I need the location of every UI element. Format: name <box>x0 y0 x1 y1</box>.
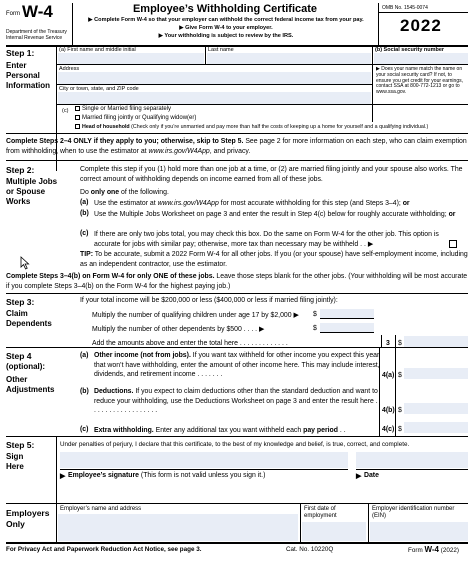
first-name-field[interactable] <box>58 53 204 64</box>
step2-sub-3: Works <box>6 197 31 206</box>
hoh-checkbox[interactable] <box>75 124 80 129</box>
step5-sub-2: Here <box>6 462 24 471</box>
notice-steps-2-4: Complete Steps 2–4 ONLY if they apply to you; otherwise, skip to Step 5. See page 2 for more information on each step, who can claim exemption from withholding, when to use the estimator at www.irs.gov/W4App, and privacy. <box>6 138 467 155</box>
dept-line2: Internal Revenue Service <box>6 35 63 41</box>
date-arrow-icon: ▶ <box>356 473 362 480</box>
ssn-label: (b) Social security number <box>375 47 445 53</box>
header-instruction-1: ▶ Complete Form W-4 so that your employer can withhold the correct federal income tax from your pay. <box>88 17 364 23</box>
line-4c-dollar: $ <box>398 426 402 433</box>
filing-single-option[interactable]: Single or Married filing separately <box>75 106 171 114</box>
line-4a-dollar: $ <box>398 372 402 379</box>
step2-c-label: (c) <box>80 230 89 237</box>
first-date-field[interactable] <box>302 522 366 541</box>
date-caption: Date <box>364 472 379 479</box>
signature-arrow-icon: ▶ <box>60 473 66 480</box>
step3-sub-1: Claim <box>6 309 28 318</box>
catalog-number: Cat. No. 10220Q <box>286 546 334 553</box>
footer-form-id: Form W-4 (2022) <box>408 545 459 554</box>
form-number: W-4 <box>22 2 53 21</box>
step2-title: Step 2: <box>6 165 35 175</box>
dept-line1: Department of the Treasury <box>6 29 67 35</box>
ssn-field[interactable] <box>374 53 468 64</box>
perjury-statement: Under penalties of perjury, I declare that this certificate, to the best of my knowledge and belief, is true, correct, and complete. <box>60 441 410 448</box>
step2-sub-1: Multiple Jobs <box>6 177 58 186</box>
tax-year: 2022 <box>400 16 442 35</box>
step2-only-one: Do only one of the following. <box>80 189 169 196</box>
privacy-notice: For Privacy Act and Paperwork Reduction Act Notice, see page 3. <box>6 546 202 553</box>
step1-subtitle-3: Information <box>6 81 50 90</box>
line-4b-number: 4(b) <box>382 407 395 414</box>
omb-number: OMB No. 1545-0074 <box>382 5 428 11</box>
address-field[interactable] <box>58 72 371 84</box>
two-jobs-checkbox[interactable] <box>449 240 457 248</box>
step2-a-label: (a) <box>80 199 89 206</box>
employers-title-1: Employers <box>6 508 50 518</box>
ein-field[interactable] <box>370 522 468 541</box>
step4c-label: (c) <box>80 426 89 433</box>
step3-other-line: Multiply the number of other dependents by $500 . . . . ▶ <box>92 326 265 333</box>
first-date-label: First date of employment <box>304 506 337 519</box>
line-3-number: 3 <box>386 340 390 347</box>
first-name-label: (a) First name and middle initial <box>59 47 136 53</box>
other-dollar: $ <box>313 325 317 332</box>
step4-sub-2: Adjustments <box>6 385 55 394</box>
step3-title: Step 3: <box>6 297 35 307</box>
qualifying-children-amount[interactable] <box>320 309 374 319</box>
line-3-dollar: $ <box>398 340 402 347</box>
joint-checkbox[interactable] <box>75 115 80 120</box>
header-instruction-2: ▶ Give Form W-4 to your employer. <box>179 25 273 31</box>
other-dependents-amount[interactable] <box>320 323 374 333</box>
line-4a-field[interactable] <box>404 368 468 379</box>
line-4c-field[interactable] <box>404 422 468 433</box>
employer-name-address-field[interactable] <box>58 514 298 541</box>
step5-title: Step 5: <box>6 440 35 450</box>
step2-b-text: Use the Multiple Jobs Worksheet on page 3 and enter the result in Step 4(c) below for roughly accurate withholding; or <box>94 211 456 218</box>
step2-c-text: If there are only two jobs total, you may check this box. Do the same on Form W-4 for the other job. This option is accurate for jobs with similar pay; otherwise, more tax than necessary may be withheld . . ▶ <box>94 231 439 248</box>
employers-title-2: Only <box>6 519 25 529</box>
signature-date-field[interactable] <box>356 452 468 468</box>
step3-intro: If your total income will be $200,000 or less ($400,000 or less if married filing jointly): <box>80 297 338 304</box>
form-label: Form <box>6 11 20 17</box>
step4-sub-1: Other <box>6 375 28 384</box>
step4-title: Step 4 <box>6 351 32 361</box>
line-4c-number: 4(c) <box>382 426 395 433</box>
step2-b-label: (b) <box>80 210 89 217</box>
notice-steps-3-4b: Complete Steps 3–4(b) on Form W-4 for only ONE of these jobs. Leave those steps blank for the other jobs. (Your withholding will be most accurate if you complete Steps 3–4(b) on the Form W-4 for the highest paying job.) <box>6 273 468 290</box>
line-3-total-field[interactable] <box>404 336 468 347</box>
step1-subtitle-2: Personal <box>6 71 40 80</box>
step1-subtitle-1: Enter <box>6 61 27 70</box>
single-checkbox[interactable] <box>75 106 80 111</box>
employer-name-label: Employer’s name and address <box>60 506 142 512</box>
step4a-label: (a) <box>80 352 89 359</box>
step4c-text: Extra withholding. Enter any additional tax you want withheld each pay period . . <box>94 427 346 434</box>
ein-label: Employer identification number (EIN) <box>372 506 455 519</box>
step2-sub-2: or Spouse <box>6 187 46 196</box>
step2-intro: Complete this step if you (1) hold more than one job at a time, or (2) are married filing jointly and your spouse also works. The correct amount of withholding depends on income earned from all of these jobs. <box>80 166 463 183</box>
step2-a-text: Use the estimator at www.irs.gov/W4App for most accurate withholding for this step (and Steps 3–4); or <box>94 200 410 207</box>
step2-tip: TIP: To be accurate, submit a 2022 Form W-4 for all other jobs. If you (or your spouse) have self-employment income, including as an independent contractor, use the estimator. <box>80 251 468 268</box>
ssa-name-note: ▶ Does your name match the name on your social security card? If not, to ensure you get credit for your earnings, contact SSA at 800-772-1213 or go to www.ssa.gov. <box>376 66 463 96</box>
filing-status-label: (c) <box>62 108 69 114</box>
last-name-label: Last name <box>208 47 234 53</box>
step1-title: Step 1: <box>6 48 35 58</box>
step4a-text: Other income (not from jobs). If you want tax withheld for other income you expect this year that won’t have withholding, enter the amount of other income here. This may include interest, dividends, and retirement income . . . . . . . <box>94 352 380 378</box>
employee-signature-field[interactable] <box>60 452 348 468</box>
header-instruction-3: ▶ Your withholding is subject to review by the IRS. <box>158 33 294 39</box>
step3-children-line: Multiply the number of qualifying children under age 17 by $2,000 ▶ <box>92 312 299 319</box>
step4-optional: (optional): <box>6 362 46 371</box>
filing-hoh-option[interactable]: Head of household (Check only if you’re unmarried and pay more than half the costs of keeping up a home for yourself and a qualifying individual.) <box>75 124 428 132</box>
city-state-zip-field[interactable] <box>58 92 371 104</box>
city-label: City or town, state, and ZIP code <box>59 86 139 92</box>
line-4b-dollar: $ <box>398 407 402 414</box>
line-4b-field[interactable] <box>404 403 468 414</box>
last-name-field[interactable] <box>207 53 371 64</box>
step4b-label: (b) <box>80 388 89 395</box>
step3-sub-2: Dependents <box>6 319 52 328</box>
signature-caption: Employee’s signature (This form is not valid unless you sign it.) <box>68 472 266 479</box>
line-4a-number: 4(a) <box>382 372 395 379</box>
step5-sub-1: Sign <box>6 452 24 461</box>
step4b-text: Deductions. If you expect to claim deductions other than the standard deduction and want to reduce your withholding, use the Deductions Worksheet on page 3 and enter the result here . . . . . . . . . . . . . . . . . . <box>94 388 378 414</box>
children-dollar: $ <box>313 311 317 318</box>
form-title: Employee’s Withholding Certificate <box>132 3 318 15</box>
address-label: Address <box>59 66 80 72</box>
filing-joint-option[interactable]: Married filing jointly or Qualifying widow(er) <box>75 115 196 123</box>
step3-total-line: Add the amounts above and enter the total here . . . . . . . . . . . . . <box>92 340 288 347</box>
